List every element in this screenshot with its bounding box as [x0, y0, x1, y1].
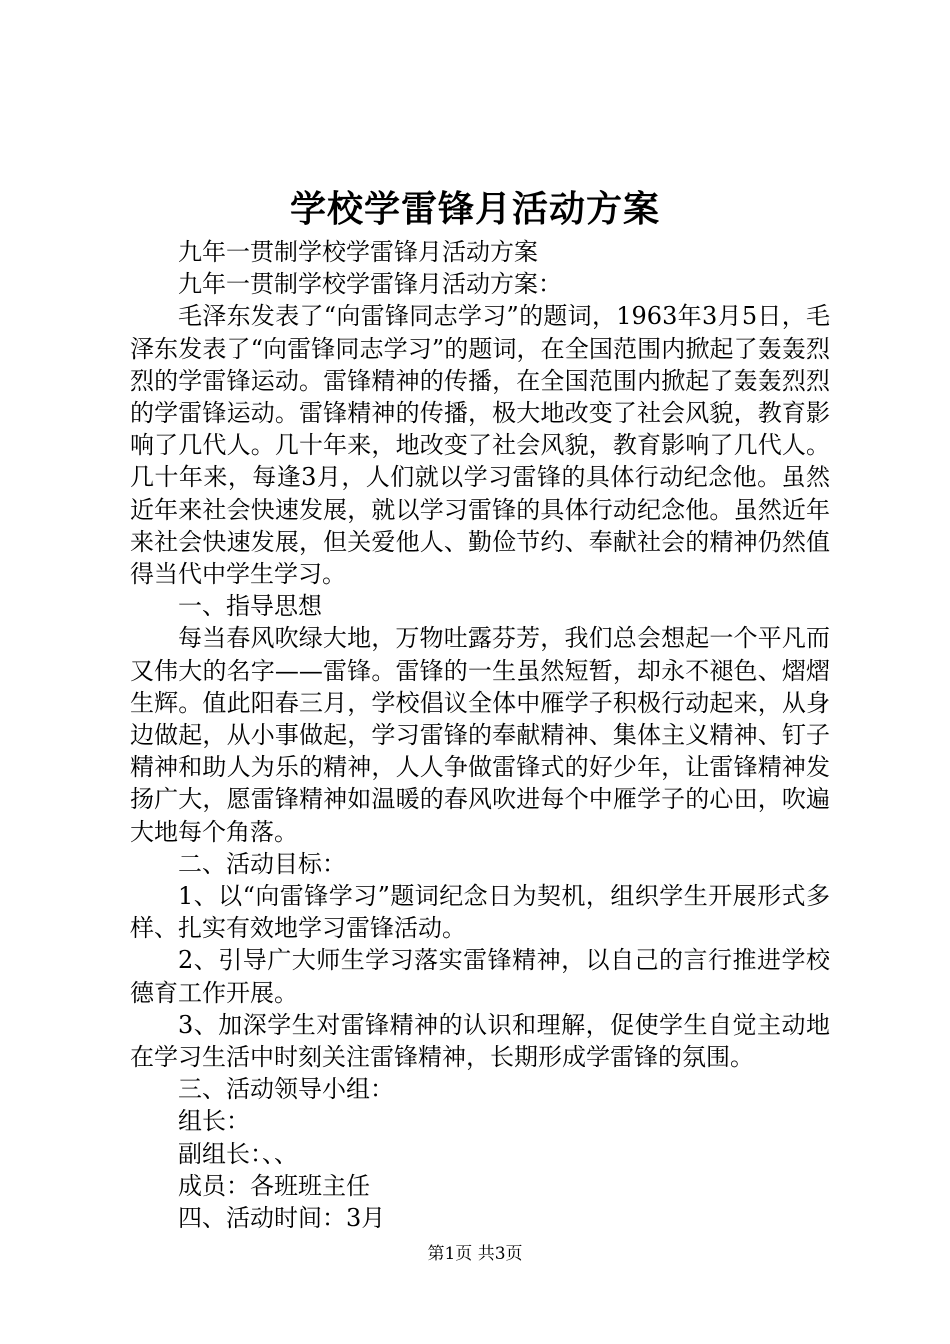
document-title: 学校学雷锋月活动方案: [289, 188, 660, 230]
members-line: 成员：各班班主任: [178, 1171, 370, 1200]
deputy-leader-line: 副组长：、、: [178, 1139, 298, 1168]
paragraph-guiding-ideology: 每当春风吹绿大地，万物吐露芬芳，我们总会想起一个平凡而又伟大的名字——雷锋。雷锋的一生虽然短暂，却永不褪色、熠熠生辉。值此阳春三月，学校倡议全体中雁学子积极行动起来，从身边做起，从小事做起，学习雷锋的奉献精神、集体主义精神、钉子精神和助人为乐的精神，人人争做雷锋式的好少年，让雷锋精神发扬广大，愿雷锋精神如温暖的春风吹进每个中雁学子的心田，吹遍大地每个角落。: [130, 624, 830, 846]
heading-activity-time: 四、活动时间：3月: [178, 1204, 386, 1233]
heading-activity-goals: 二、活动目标：: [178, 849, 346, 878]
paragraph-intro: 毛泽东发表了“向雷锋同志学习”的题词，1963年3月5日，毛泽东发表了“向雷锋同志学习”的题词，在全国范围内掀起了轰轰烈烈的学雷锋运动。雷锋精神的传播，在全国范围内掀起了轰轰烈烈的学雷锋运动。雷锋精神的传播，极大地改变了社会风貌，教育影响了几代人。几十年来，地改变了社会风貌，教育影响了几代人。几十年来，每逢3月，人们就以学习雷锋的具体行动纪念他。虽然近年来社会快速发展，就以学习雷锋的具体行动纪念他。虽然近年来社会快速发展，但关爱他人、勤俭节约、奉献社会的精神仍然值得当代中学生学习。: [130, 302, 830, 589]
heading-leadership-group: 三、活动领导小组：: [178, 1075, 394, 1104]
page-number-footer: 第1页 共3页: [427, 1244, 523, 1264]
goal-item-3: 3、加深学生对雷锋精神的认识和理解，促使学生自觉主动地在学习生活中时刻关注雷锋精神，长期形成学雷锋的氛围。: [130, 1010, 830, 1072]
goal-item-2: 2、引导广大师生学习落实雷锋精神，以自己的言行推进学校德育工作开展。: [130, 946, 830, 1007]
goal-item-1: 1、以“向雷锋学习”题词纪念日为契机，组织学生开展形式多样、扎实有效地学习雷锋活动。: [130, 882, 830, 943]
heading-guiding-ideology: 一、指导思想: [178, 592, 322, 621]
paragraph-subtitle-colon: 九年一贯制学校学雷锋月活动方案：: [178, 270, 562, 299]
paragraph-subtitle: 九年一贯制学校学雷锋月活动方案: [178, 238, 538, 266]
document-body: [130, 236, 830, 1234]
leader-line: 组长：: [178, 1107, 250, 1136]
